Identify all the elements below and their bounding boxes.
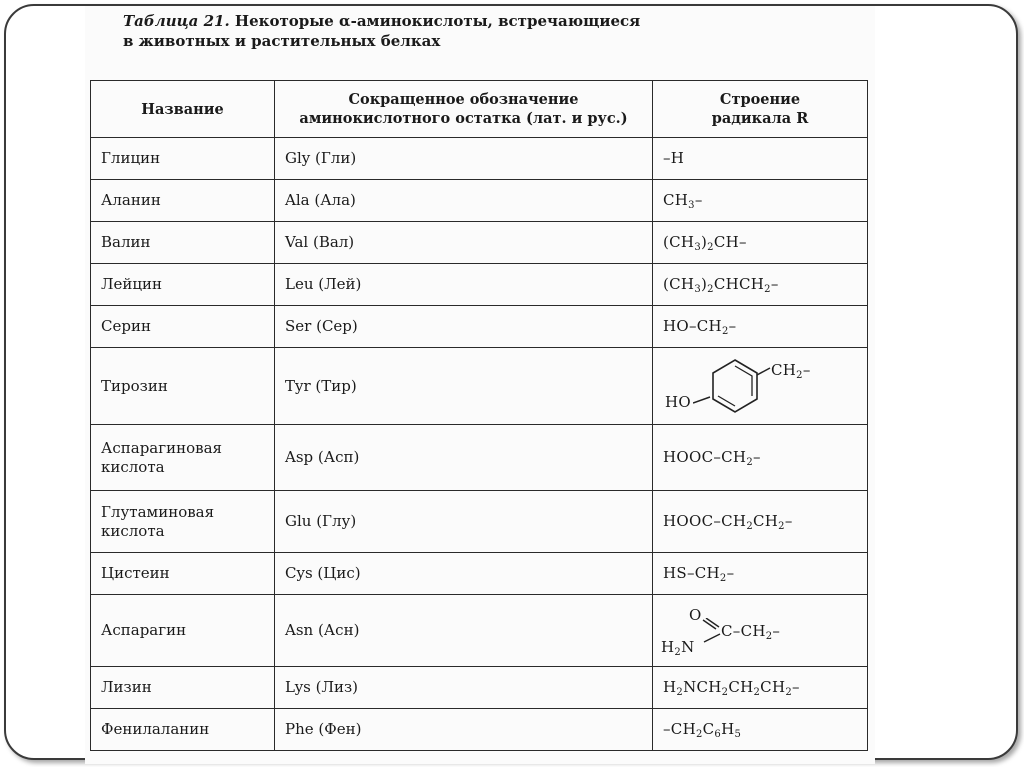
formula-sub: 2 xyxy=(765,630,773,642)
bond-line-icon xyxy=(703,632,721,644)
cell-name: Цистеин xyxy=(91,553,275,595)
table-row xyxy=(91,425,868,491)
asparagine-structure xyxy=(659,604,861,658)
cell-radical xyxy=(653,306,868,348)
formula-part: CH xyxy=(728,678,754,696)
formula-part: – xyxy=(772,621,781,640)
table-row xyxy=(91,222,868,264)
amino-acid-table xyxy=(90,80,868,751)
formula-sub: 3 xyxy=(694,242,701,253)
cell-name: Лейцин xyxy=(91,264,275,306)
table-row xyxy=(91,709,868,751)
cell-radical xyxy=(653,553,868,595)
table-row xyxy=(91,348,868,425)
bond-line-icon xyxy=(693,395,711,405)
formula-sub: 2 xyxy=(695,729,703,740)
caption-text: Некоторые α-аминокислоты, встречающиеся xyxy=(229,12,641,30)
tyrosine-ho: HO xyxy=(665,393,691,411)
header-name: Название xyxy=(91,81,275,138)
cell-name-line1: Аспарагиновая xyxy=(101,438,222,457)
formula-part: ) xyxy=(700,275,708,293)
cell-radical: –H xyxy=(653,138,868,180)
table-row xyxy=(91,306,868,348)
formula-part: CH– xyxy=(713,233,747,251)
formula-part: ) xyxy=(700,233,708,251)
cell-name: Глицин xyxy=(91,138,275,180)
formula-part: (CH xyxy=(663,275,695,293)
formula-part: HO–CH xyxy=(663,317,722,335)
formula-sub: 2 xyxy=(746,521,753,532)
formula-sub: 2 xyxy=(796,370,803,381)
formula-sub: 2 xyxy=(721,687,729,698)
formula-sub: 2 xyxy=(753,687,761,698)
table-row xyxy=(91,553,868,595)
formula-sub: 2 xyxy=(764,284,771,295)
caption-line2: в животных и растительных белках xyxy=(123,32,441,50)
formula-part: NCH xyxy=(683,678,722,696)
cell-name: Аспарагин xyxy=(91,595,275,667)
cell-abbr: Phe (Фен) xyxy=(275,709,653,751)
formula-sub: 2 xyxy=(676,687,684,698)
tyrosine-ch2 xyxy=(771,361,811,380)
table-row xyxy=(91,264,868,306)
formula-sub: 2 xyxy=(785,687,793,698)
cell-radical xyxy=(653,667,868,709)
table-caption xyxy=(123,11,843,51)
cell-radical xyxy=(653,491,868,553)
formula-part: H xyxy=(663,678,677,696)
formula-part: HS–CH xyxy=(663,564,720,582)
asparagine-carbon-chain xyxy=(721,622,780,641)
bond-line-icon xyxy=(757,365,771,377)
formula-part: HOOC–CH xyxy=(663,448,747,466)
header-radical-line1: Строение xyxy=(719,91,801,108)
header-abbr xyxy=(275,81,653,138)
formula-sub: 3 xyxy=(694,284,701,295)
formula-sub: 2 xyxy=(721,326,729,337)
asparagine-oxygen: O xyxy=(689,605,702,624)
formula-sub: 2 xyxy=(746,457,753,468)
formula-part: – xyxy=(726,564,735,582)
formula-part: –CH xyxy=(663,720,696,738)
header-radical-line2: радикала R xyxy=(711,110,809,127)
cell-name-line2: кислота xyxy=(101,457,165,476)
formula-sub: 3 xyxy=(688,200,695,211)
cell-name-line2: кислота xyxy=(101,521,165,540)
cell-name-line1: Глутаминовая xyxy=(101,502,215,521)
formula-sub: 5 xyxy=(734,729,742,740)
formula-sub: 6 xyxy=(714,729,722,740)
formula-part: C–CH xyxy=(721,621,766,640)
formula-part: CH xyxy=(771,361,797,379)
header-abbr-line1: Сокращенное обозначение xyxy=(348,91,579,108)
double-bond-icon xyxy=(702,618,720,632)
formula-sub: 2 xyxy=(707,242,714,253)
table-row xyxy=(91,180,868,222)
formula-part: C xyxy=(702,720,715,738)
cell-radical xyxy=(653,709,868,751)
cell-name: Аланин xyxy=(91,180,275,222)
cell-radical xyxy=(653,180,868,222)
cell-name: Лизин xyxy=(91,667,275,709)
formula-part: (CH xyxy=(663,233,695,251)
formula-sub: 2 xyxy=(778,521,785,532)
formula-part: – xyxy=(728,317,737,335)
cell-abbr: Asn (Асн) xyxy=(275,595,653,667)
cell-name: Валин xyxy=(91,222,275,264)
header-abbr-line2: аминокислотного остатка (лат. и рус.) xyxy=(299,110,628,127)
formula-part: – xyxy=(694,191,703,209)
formula-sub: 2 xyxy=(719,573,727,584)
table-row xyxy=(91,595,868,667)
cell-name: Тирозин xyxy=(91,348,275,425)
formula-part: H xyxy=(661,637,675,656)
table-row xyxy=(91,491,868,553)
cell-abbr: Ser (Сер) xyxy=(275,306,653,348)
formula-part: – xyxy=(792,678,800,696)
formula-part: – xyxy=(770,275,779,293)
table-row xyxy=(91,667,868,709)
formula-part: N xyxy=(681,637,695,656)
formula-sub: 2 xyxy=(674,646,682,658)
formula-part: CHCH xyxy=(713,275,765,293)
cell-abbr: Cys (Цис) xyxy=(275,553,653,595)
asparagine-amine xyxy=(661,638,695,657)
cell-name xyxy=(91,425,275,491)
formula-part: CH xyxy=(752,512,779,530)
formula-sub: 2 xyxy=(707,284,714,295)
cell-radical xyxy=(653,348,868,425)
cell-radical xyxy=(653,264,868,306)
cell-abbr: Leu (Лей) xyxy=(275,264,653,306)
formula-part: – xyxy=(784,512,793,530)
cell-abbr: Gly (Гли) xyxy=(275,138,653,180)
cell-abbr: Asp (Асп) xyxy=(275,425,653,491)
cell-abbr: Ala (Ала) xyxy=(275,180,653,222)
formula-part: CH xyxy=(663,191,689,209)
formula-part: HOOC–CH xyxy=(663,512,747,530)
table-row xyxy=(91,138,868,180)
tyrosine-structure xyxy=(659,355,861,417)
cell-name xyxy=(91,491,275,553)
formula-part: – xyxy=(802,361,811,379)
cell-abbr: Lys (Лиз) xyxy=(275,667,653,709)
cell-abbr: Glu (Глу) xyxy=(275,491,653,553)
formula-part: H xyxy=(721,720,735,738)
cell-name: Фенилаланин xyxy=(91,709,275,751)
book-page xyxy=(85,6,875,764)
caption-lead: Таблица 21. xyxy=(123,12,230,30)
cell-radical xyxy=(653,425,868,491)
cell-radical xyxy=(653,222,868,264)
formula-part: CH xyxy=(760,678,786,696)
cell-abbr: Tyr (Тир) xyxy=(275,348,653,425)
header-radical xyxy=(653,81,868,138)
header-row xyxy=(91,81,868,138)
cell-radical xyxy=(653,595,868,667)
cell-abbr: Val (Вал) xyxy=(275,222,653,264)
formula-part: – xyxy=(752,448,761,466)
benzene-ring-icon xyxy=(709,357,761,415)
cell-name: Серин xyxy=(91,306,275,348)
